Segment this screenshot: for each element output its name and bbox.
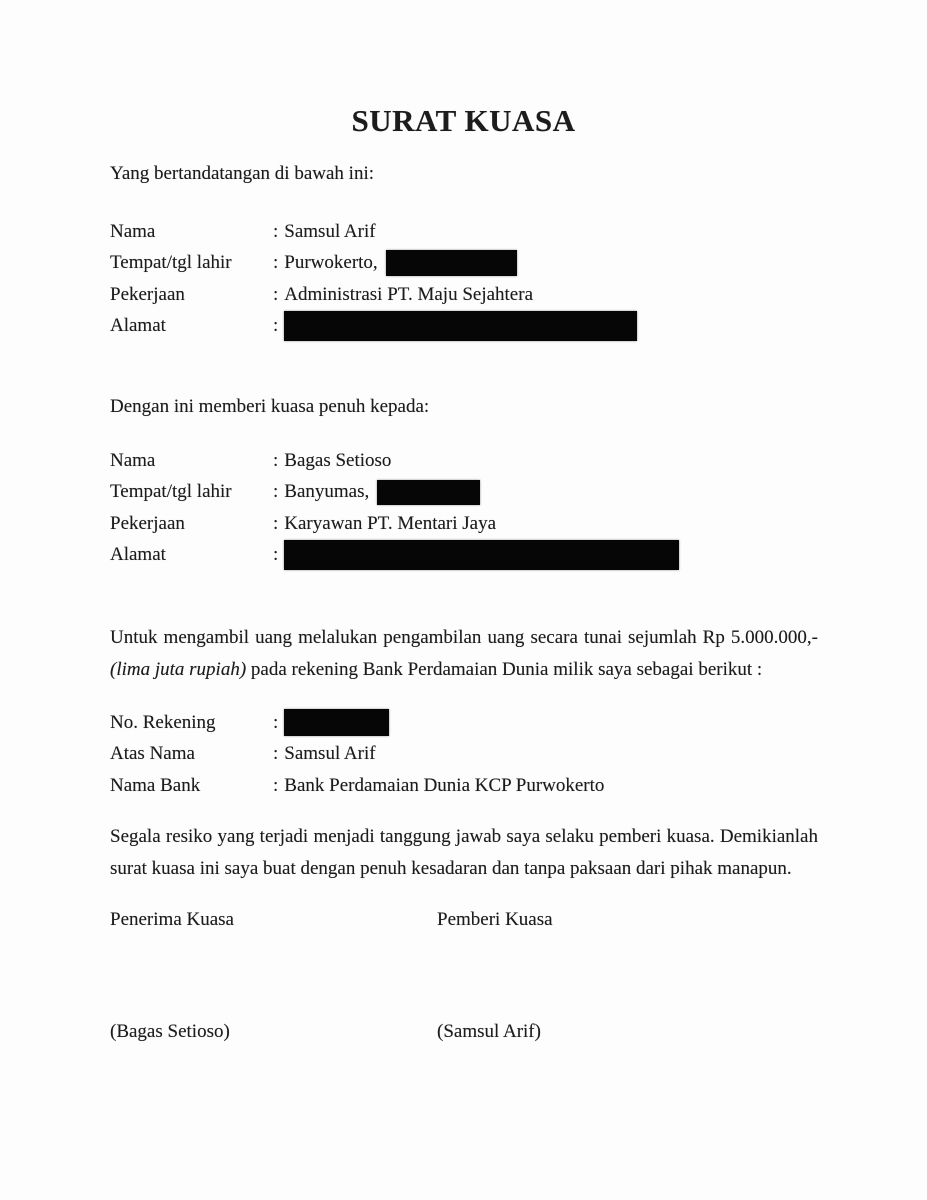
closing-line2: surat kuasa ini saya buat dengan penuh kesadaran dan tanpa paksaan dari pihak manapun. [110, 858, 792, 879]
field-value: Administrasi PT. Maju Sejahtera [284, 283, 533, 305]
field-row-nama [110, 216, 637, 248]
field-value: Karyawan PT. Mentari Jaya [284, 512, 497, 534]
field-value: Bank Perdamaian Dunia KCP Purwokerto [284, 774, 605, 796]
field-row-alamat [110, 540, 679, 572]
field-row-nama [110, 445, 679, 477]
field-label: Alamat [110, 544, 166, 566]
account-fields [110, 707, 604, 802]
field-colon: : [273, 449, 279, 471]
field-label: Nama [110, 220, 156, 242]
field-row-alamat [110, 311, 637, 343]
redaction-bar [386, 250, 517, 276]
amount-in-words: (lima juta rupiah) [110, 659, 247, 680]
opening-statement: Yang bertandatangan di bawah ini: [110, 163, 375, 184]
closing-line1: Segala resiko yang terjadi menjadi tanggung jawab saya selaku pemberi kuasa. Demikianlah [110, 826, 818, 847]
field-colon: : [273, 743, 279, 765]
field-colon: : [273, 481, 279, 503]
field-colon: : [273, 283, 279, 305]
signature-name-grantee: (Bagas Setioso) [110, 1021, 230, 1042]
purpose-paragraph [110, 622, 818, 686]
field-row-no-rekening [110, 707, 604, 739]
signature-name-grantor: (Samsul Arif) [437, 1021, 541, 1042]
field-label: Nama Bank [110, 774, 201, 796]
field-row-pekerjaan [110, 279, 637, 311]
field-value: Samsul Arif [284, 220, 376, 242]
field-label: Tempat/tgl lahir [110, 252, 232, 274]
signature-role-grantee: Penerima Kuasa [110, 909, 234, 930]
redaction-bar [284, 709, 389, 736]
field-label: Tempat/tgl lahir [110, 481, 232, 503]
field-value: Samsul Arif [284, 743, 376, 765]
field-row-pekerjaan [110, 508, 679, 540]
field-colon: : [273, 512, 279, 534]
redaction-bar [284, 540, 679, 570]
closing-paragraph [110, 821, 818, 885]
field-colon: : [273, 711, 279, 733]
field-colon: : [273, 544, 279, 566]
purpose-line2 [110, 654, 818, 686]
field-colon: : [273, 774, 279, 796]
field-label: Atas Nama [110, 743, 195, 765]
signature-role-grantor: Pemberi Kuasa [437, 909, 553, 930]
field-row-nama-bank [110, 770, 604, 802]
field-value: Banyumas, [284, 481, 370, 503]
field-colon: : [273, 220, 279, 242]
grantee-fields [110, 445, 679, 571]
field-colon: : [273, 315, 279, 337]
purpose-line1: Untuk mengambil uang melalukan pengambilan uang secara tunai sejumlah Rp 5.000.000,- [110, 627, 818, 648]
field-value: Bagas Setioso [284, 449, 392, 471]
field-label: No. Rekening [110, 711, 216, 733]
field-value: Purwokerto, [284, 252, 378, 274]
grant-statement: Dengan ini memberi kuasa penuh kepada: [110, 396, 430, 417]
document-title: SURAT KUASA [351, 103, 576, 138]
field-row-tempat-tgl-lahir [110, 248, 637, 280]
grantor-fields [110, 216, 637, 342]
field-label: Pekerjaan [110, 283, 185, 305]
purpose-line2-rest: pada rekening Bank Perdamaian Dunia milik saya sebagai berikut : [246, 659, 763, 680]
redaction-bar [284, 311, 637, 341]
field-label: Pekerjaan [110, 512, 185, 534]
field-colon: : [273, 252, 279, 274]
redaction-bar [377, 480, 480, 505]
field-row-atas-nama [110, 739, 604, 771]
field-label: Alamat [110, 315, 166, 337]
field-label: Nama [110, 449, 156, 471]
field-row-tempat-tgl-lahir [110, 477, 679, 509]
